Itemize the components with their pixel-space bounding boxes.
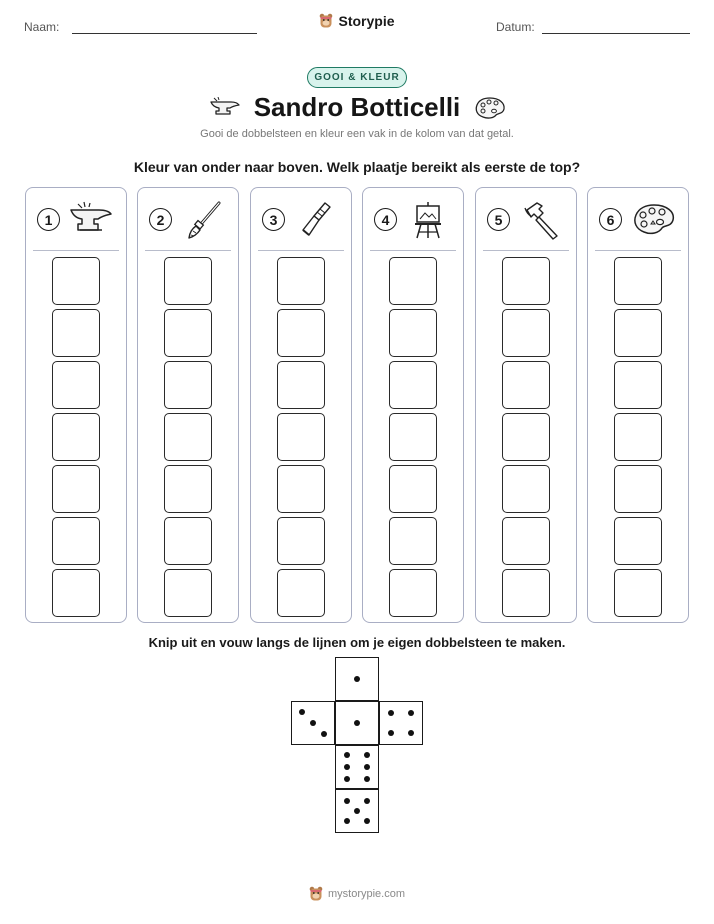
date-label: Datum: (496, 20, 535, 34)
die-pip (299, 709, 305, 715)
die-face-5 (335, 789, 379, 833)
color-cell[interactable] (614, 413, 662, 461)
column-3 (250, 187, 352, 623)
palette-icon (631, 200, 677, 240)
color-cell[interactable] (52, 569, 100, 617)
column-divider (595, 250, 681, 251)
column-number: 6 (599, 208, 622, 231)
activity-badge: GOOI & KLEUR (307, 67, 407, 88)
color-cell[interactable] (52, 413, 100, 461)
column-divider (483, 250, 569, 251)
column-number: 2 (149, 208, 172, 231)
color-cell[interactable] (502, 517, 550, 565)
hammer-icon (519, 200, 565, 240)
brand-name: Storypie (338, 13, 395, 29)
column-5 (475, 187, 577, 623)
die-pip (364, 798, 370, 804)
color-cell[interactable] (164, 257, 212, 305)
die-face-3 (291, 701, 335, 745)
name-label: Naam: (24, 20, 60, 34)
color-cell[interactable] (614, 361, 662, 409)
footer (0, 886, 714, 902)
date-line[interactable] (542, 33, 690, 34)
color-cell[interactable] (277, 309, 325, 357)
color-cell[interactable] (164, 465, 212, 513)
die-pip (321, 731, 327, 737)
color-cell[interactable] (614, 257, 662, 305)
color-cell[interactable] (502, 569, 550, 617)
color-cell[interactable] (502, 309, 550, 357)
column-number: 3 (262, 208, 285, 231)
instruction: Kleur van onder naar boven. Welk plaatje bereikt als eerste de top? (133, 159, 581, 175)
column-header (26, 188, 126, 250)
bear-logo-icon (309, 886, 323, 902)
die-pip (344, 798, 350, 804)
die-pip (354, 808, 360, 814)
die-face-6 (335, 745, 379, 789)
name-line[interactable] (72, 33, 257, 34)
color-cell[interactable] (164, 413, 212, 461)
color-cell[interactable] (52, 465, 100, 513)
column-header (138, 188, 238, 250)
color-cell[interactable] (52, 361, 100, 409)
die-pip (408, 710, 414, 716)
die-pip (364, 764, 370, 770)
column-4 (362, 187, 464, 623)
easel-icon (406, 200, 452, 240)
color-cell[interactable] (389, 517, 437, 565)
color-cell[interactable] (277, 413, 325, 461)
color-cell[interactable] (502, 257, 550, 305)
color-cell[interactable] (614, 517, 662, 565)
page-title: Sandro Botticelli (253, 92, 461, 122)
column-6 (587, 187, 689, 623)
color-cell[interactable] (52, 517, 100, 565)
die-face-1 (335, 701, 379, 745)
color-cell[interactable] (164, 517, 212, 565)
column-divider (258, 250, 344, 251)
die-pip (344, 752, 350, 758)
color-cell[interactable] (389, 361, 437, 409)
color-cell[interactable] (389, 309, 437, 357)
column-2 (137, 187, 239, 623)
die-pip (364, 752, 370, 758)
die-pip (310, 720, 316, 726)
column-header (251, 188, 351, 250)
column-divider (145, 250, 231, 251)
column-divider (33, 250, 119, 251)
color-cell[interactable] (52, 257, 100, 305)
column-header (363, 188, 463, 250)
die-pip (388, 730, 394, 736)
palette-icon (474, 96, 506, 120)
color-cell[interactable] (502, 465, 550, 513)
color-cell[interactable] (277, 569, 325, 617)
color-cell[interactable] (614, 465, 662, 513)
cut-instruction: Knip uit en vouw langs de lijnen om je eigen dobbelsteen te maken. (148, 635, 566, 650)
color-cell[interactable] (277, 257, 325, 305)
brand-logo (0, 13, 714, 29)
subtitle: Gooi de dobbelsteen en kleur een vak in de kolom van dat getal. (200, 128, 514, 140)
color-cell[interactable] (614, 309, 662, 357)
die-pip (344, 818, 350, 824)
die-pip (344, 764, 350, 770)
column-header (476, 188, 576, 250)
color-cell[interactable] (277, 517, 325, 565)
die-pip (408, 730, 414, 736)
column-header (588, 188, 688, 250)
color-cell[interactable] (164, 569, 212, 617)
anvil-icon (69, 200, 115, 240)
paintbrush-icon (181, 200, 227, 240)
color-cell[interactable] (277, 361, 325, 409)
color-cell[interactable] (502, 413, 550, 461)
column-number: 4 (374, 208, 397, 231)
anvil-icon (208, 97, 240, 119)
color-cell[interactable] (389, 257, 437, 305)
die-pip (344, 776, 350, 782)
die-pip (354, 720, 360, 726)
column-number: 5 (487, 208, 510, 231)
die-pip (354, 676, 360, 682)
color-cell[interactable] (164, 309, 212, 357)
color-cell[interactable] (52, 309, 100, 357)
die-pip (364, 776, 370, 782)
color-cell[interactable] (277, 465, 325, 513)
bear-logo-icon (319, 13, 333, 29)
die-pip (364, 818, 370, 824)
color-cell[interactable] (389, 465, 437, 513)
color-cell[interactable] (502, 361, 550, 409)
title-row (0, 92, 714, 123)
chisel-icon (294, 200, 340, 240)
color-cell[interactable] (389, 569, 437, 617)
column-divider (370, 250, 456, 251)
die-face-4 (379, 701, 423, 745)
color-cell[interactable] (389, 413, 437, 461)
column-number: 1 (37, 208, 60, 231)
color-cell[interactable] (164, 361, 212, 409)
die-face-1 (335, 657, 379, 701)
column-1 (25, 187, 127, 623)
footer-url[interactable]: mystorypie.com (327, 888, 406, 900)
color-cell[interactable] (614, 569, 662, 617)
die-pip (388, 710, 394, 716)
